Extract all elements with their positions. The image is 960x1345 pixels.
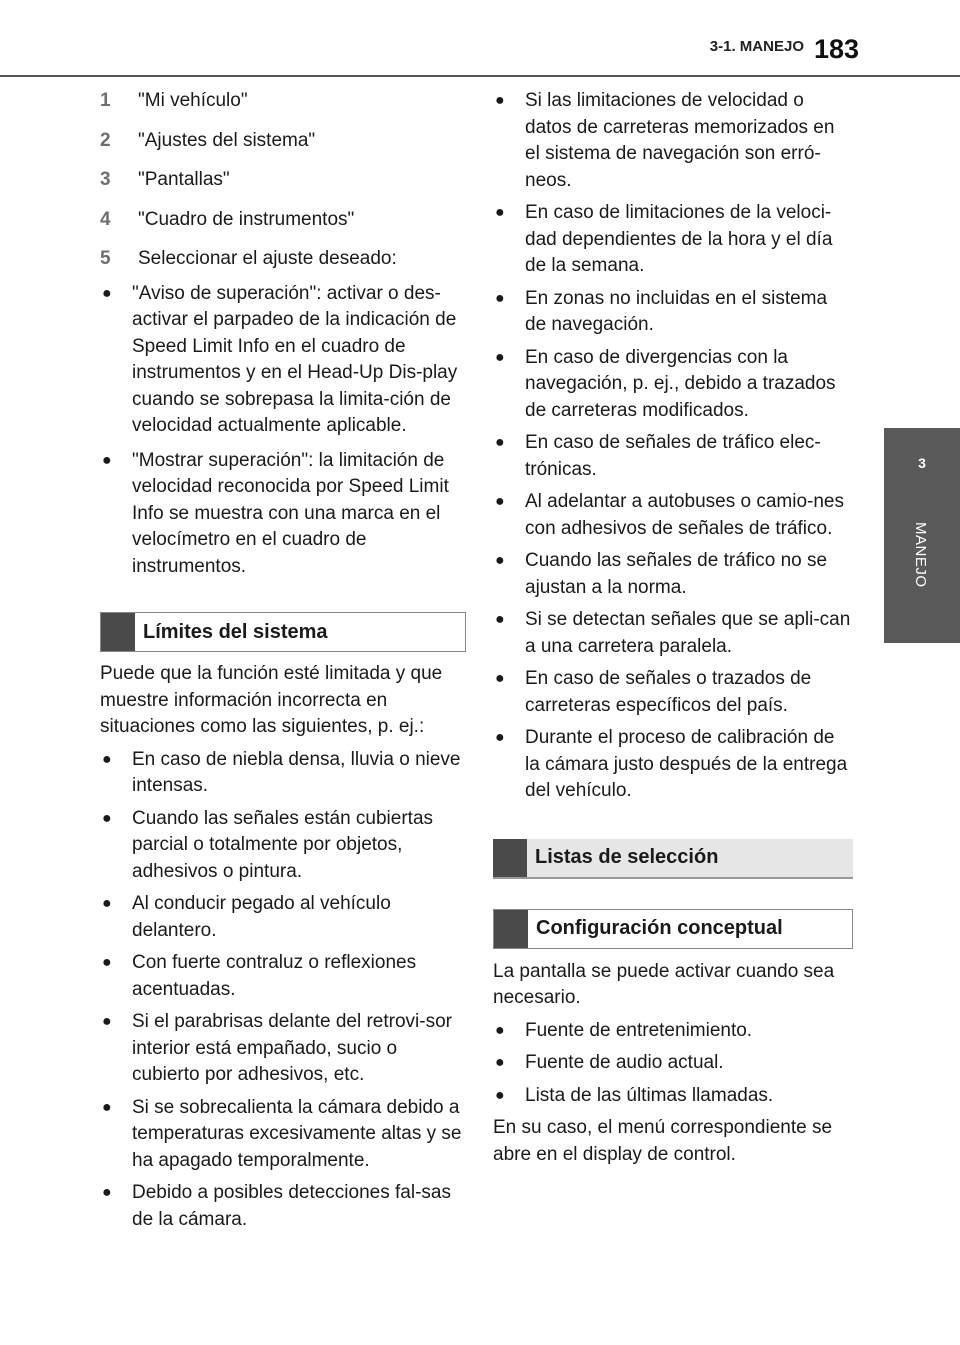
bullet-icon: ● <box>102 895 112 912</box>
list-item-text: "Mostrar superación": la limitación de velocidad reconocida por Speed Limit Info se muestra con una marca en el velocímetro en el cuadro de instrumentos. <box>132 449 449 577</box>
bullet-icon: ● <box>495 348 505 366</box>
list-item-text: Al conducir pegado al vehículo delantero. <box>132 893 391 941</box>
list-item <box>493 1083 853 1110</box>
bullet-icon: ● <box>102 1184 112 1201</box>
step-item <box>100 207 466 234</box>
bullet-icon: ● <box>102 1013 112 1030</box>
bullet-icon: ● <box>102 809 112 827</box>
list-item <box>493 666 853 719</box>
step-text: "Cuadro de instrumentos" <box>138 208 355 230</box>
section-marker <box>493 839 527 877</box>
closing-paragraph: En su caso, el menú correspondiente se abre en el display de control. <box>493 1117 833 1165</box>
bullet-icon: ● <box>495 1021 505 1039</box>
step-item <box>100 128 466 155</box>
bullet-icon: ● <box>495 204 505 221</box>
list-item <box>493 725 853 805</box>
list-item-text: Lista de las últimas llamadas. <box>525 1084 774 1106</box>
list-item <box>493 430 853 483</box>
bullet-icon: ● <box>495 1086 505 1104</box>
side-tab <box>884 498 960 643</box>
list-item-text: Debido a posibles detecciones fal-sas de la cámara. <box>132 1182 451 1230</box>
list-item-text: Durante el proceso de calibración de la cámara justo después de la entrega del vehículo. <box>525 727 848 801</box>
list-item <box>100 950 466 1003</box>
list-item <box>100 448 466 581</box>
left-column <box>100 88 466 1239</box>
step-number: 5 <box>100 248 111 269</box>
bullet-icon: ● <box>102 750 112 768</box>
list-item <box>493 345 853 425</box>
bullet-icon: ● <box>495 434 505 451</box>
list-item <box>493 1050 853 1077</box>
bullet-icon: ● <box>495 729 505 746</box>
section-title: Configuración conceptual <box>536 917 783 940</box>
list-item <box>100 281 466 440</box>
list-item-text: Al adelantar a autobuses o camio-nes con adhesivos de señales de tráfico. <box>525 491 844 539</box>
list-item-text: Si se detectan señales que se apli-can a una carretera paralela. <box>525 609 851 657</box>
step-text: "Ajustes del sistema" <box>138 129 316 151</box>
side-tab-label: MANEJO <box>912 522 929 588</box>
list-item <box>100 1095 466 1175</box>
step-text: Seleccionar el ajuste deseado: <box>138 248 397 269</box>
section-marker <box>101 613 135 651</box>
list-item-text: Si se sobrecalienta la cámara debido a temperaturas excesivamente altas y se ha apagado temporalmente. <box>132 1096 462 1171</box>
bullet-icon: ● <box>495 670 505 687</box>
section-title: Listas de selección <box>535 846 719 869</box>
list-item-text: Con fuerte contraluz o reflexiones acentuadas. <box>132 952 417 1000</box>
intro-paragraph: Puede que la función esté limitada y que muestre información incorrecta en situaciones como las siguientes, p. ej.: <box>100 663 443 737</box>
section-heading-limits <box>100 612 466 652</box>
list-item-text: Fuente de audio actual. <box>525 1052 724 1073</box>
list-item-text: En caso de limitaciones de la veloci-dad dependientes de la hora y el día de la semana. <box>525 202 833 276</box>
list-item <box>493 88 853 194</box>
list-item <box>493 1018 853 1045</box>
list-item-text: En caso de señales o trazados de carreteras específicos del país. <box>525 668 812 716</box>
list-item-text: En caso de divergencias con la navegación, p. ej., debido a trazados de carreteras modificados. <box>525 346 836 421</box>
list-item-text: Cuando las señales están cubiertas parcial o totalmente por objetos, adhesivos o pintura. <box>132 807 434 882</box>
step-item <box>100 88 466 115</box>
list-item-text: "Aviso de superación": activar o des-activar el parpadeo de la indicación de Speed Limit Info en el cuadro de instrumentos y en el Head-Up Dis-play cuando se sobrepasa la limita-ción de velocidad actualmente aplicable. <box>132 282 458 436</box>
bullet-icon: ● <box>495 552 505 569</box>
step-text: "Mi vehículo" <box>138 90 248 111</box>
list-item-text: En zonas no incluidas en el sistema de navegación. <box>525 287 828 335</box>
list-item <box>493 607 853 660</box>
list-item-text: Si el parabrisas delante del retrovi-sor interior está empañado, sucio o cubierto por adhesivos, etc. <box>132 1011 452 1085</box>
intro-paragraph: La pantalla se puede activar cuando sea necesario. <box>493 960 835 1008</box>
side-tab-number: 3 <box>884 428 960 498</box>
step-item <box>100 167 466 194</box>
bullet-icon: ● <box>495 92 505 109</box>
header-rule <box>0 75 960 77</box>
list-item <box>493 200 853 280</box>
list-item-text: Si las limitaciones de velocidad o datos de carreteras memorizados en el sistema de navegación son erró-neos. <box>525 90 835 191</box>
section-heading-concept-config <box>493 909 853 949</box>
bullet-icon: ● <box>495 611 505 628</box>
list-item <box>100 1180 466 1233</box>
list-item <box>100 747 466 800</box>
step-number: 4 <box>100 208 111 230</box>
list-item <box>100 1009 466 1089</box>
list-item <box>100 806 466 886</box>
section-title: Límites del sistema <box>143 620 328 643</box>
list-item <box>493 548 853 601</box>
bullet-icon: ● <box>102 284 112 302</box>
list-item-text: Cuando las señales de tráfico no se ajustan a la norma. <box>525 550 828 598</box>
step-number: 2 <box>100 129 111 151</box>
step-text: "Pantallas" <box>138 169 230 190</box>
list-item-text: Fuente de entretenimiento. <box>525 1019 753 1041</box>
bullet-icon: ● <box>495 1054 505 1071</box>
step-number: 1 <box>100 90 111 111</box>
page-number: 183 <box>814 34 860 64</box>
bullet-icon: ● <box>102 954 112 971</box>
bullet-icon: ● <box>495 493 505 510</box>
list-item <box>493 489 853 542</box>
list-item-text: En caso de niebla densa, lluvia o nieve intensas. <box>132 748 461 796</box>
list-item-text: En caso de señales de tráfico elec-trónicas. <box>525 432 821 480</box>
step-number: 3 <box>100 169 111 190</box>
bullet-icon: ● <box>495 289 505 307</box>
bullet-icon: ● <box>102 1098 112 1116</box>
list-item <box>493 286 853 339</box>
header-section-title: 3-1. MANEJO <box>709 38 804 55</box>
right-column <box>493 88 853 1174</box>
section-heading-selection-lists <box>493 839 853 879</box>
bullet-icon: ● <box>102 451 112 469</box>
step-item <box>100 246 466 273</box>
section-marker <box>494 910 528 948</box>
list-item <box>100 891 466 944</box>
